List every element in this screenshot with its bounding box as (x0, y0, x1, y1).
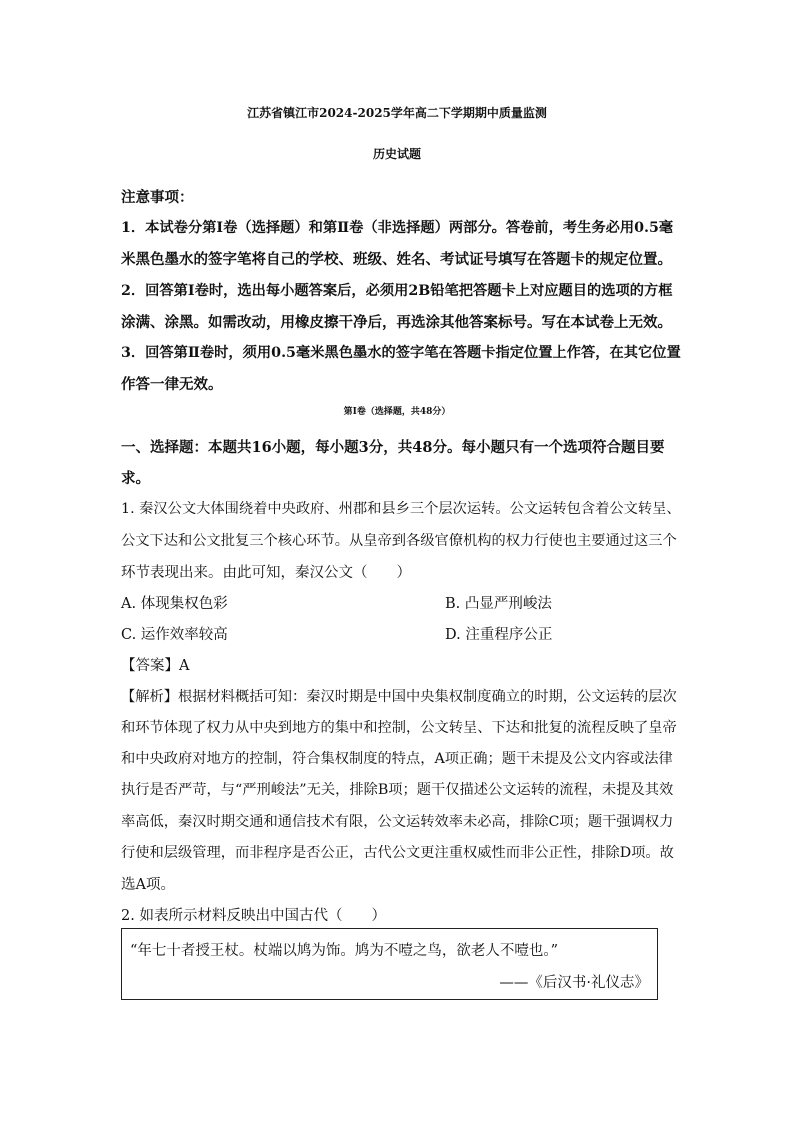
section-1-heading: 第Ⅰ卷（选择题，共48分） (343, 407, 451, 417)
question-1-analysis-line-4: 执行是否严苛，与“严刑峻法”无关，排除B项；题干仅描述公文运转的流程，未提及其效 (121, 782, 674, 798)
exam-title: 江苏省镇江市2024-2025学年高二下学期期中质量监测 (247, 106, 547, 120)
question-1-analysis-line-7: 选A项。 (121, 877, 175, 893)
notice-item-1-line-2: 米黑色墨水的签字笔将自己的学校、班级、姓名、考试证号填写在答题卡的规定位置。 (121, 251, 672, 268)
notice-heading: 注意事项： (121, 189, 194, 206)
question-2-quote-source: ——《后汉书·礼仪志》 (499, 975, 649, 991)
notice-item-2-line-2: 涂满、涂黑。如需改动，用橡皮擦干净后，再选涂其他答案标号。写在本试卷上无效。 (121, 314, 672, 331)
notice-item-3-line-1: 3．回答第Ⅱ卷时，须用0.5毫米黑色墨水的签字笔在答题卡指定位置上作答，在其它位置 (121, 345, 681, 361)
question-2-quote-box (121, 928, 658, 1000)
question-1-option-a: A. 体现集权色彩 (121, 596, 228, 612)
question-1-stem-line-2: 公文下达和公文批复三个核心环节。从皇帝到各级官僚机构的权力行使也主要通过这三个 (121, 533, 677, 549)
section-1-instructions-line-1: 一、选择题：本题共16小题，每小题3分，共48分。每小题只有一个选项符合题目要 (121, 439, 665, 456)
question-1-analysis-line-6: 行使和层级管理，而非程序是否公正，古代公文更注重权威性而非公正性，排除D项。故 (121, 845, 674, 861)
exam-subject-title: 历史试题 (372, 147, 421, 161)
question-1-stem-line-3: 环节表现出来。由此可知，秦汉公文（ ） (121, 565, 411, 581)
notice-item-1-line-1: 1．本试卷分第Ⅰ卷（选择题）和第Ⅱ卷（非选择题）两部分。答卷前，考生务必用0.5毫 (121, 220, 674, 236)
question-1-option-c: C. 运作效率较高 (121, 627, 228, 643)
question-2-stem: 2. 如表所示材料反映出中国古代（ ） (121, 908, 386, 924)
notice-item-2-line-1: 2．回答第Ⅰ卷时，选出每小题答案后，必须用2B铅笔把答题卡上对应题目的选项的方框 (121, 283, 673, 299)
question-1-analysis-line-3: 和中央政府对地方的控制，符合集权制度的特点，A项正确；题干未提及公文内容或法律 (121, 751, 673, 767)
question-1-option-d: D. 注重程序公正 (445, 627, 553, 643)
question-1-analysis-line-5: 率高低，秦汉时期交通和通信技术有限，公文运转效率未必高，排除C项；题干强调权力 (121, 814, 674, 830)
question-1-stem-line-1: 1. 秦汉公文大体围绕着中央政府、州郡和县乡三个层次运转。公文运转包含着公文转呈、 (121, 501, 681, 517)
question-1-option-b: B. 凸显严刑峻法 (445, 596, 552, 612)
question-1-answer: 【答案】A (121, 658, 190, 674)
notice-item-3-line-2: 作答一律无效。 (121, 376, 223, 393)
question-2-quote: “年七十者授王杖。杖端以鸠为饰。鸠为不噎之鸟，欲老人不噎也。” (130, 943, 559, 959)
question-1-analysis-line-1: 【解析】根据材料概括可知：秦汉时期是中国中央集权制度确立的时期，公文运转的层次 (121, 689, 677, 705)
question-1-analysis-line-2: 和环节体现了权力从中央到地方的集中和控制，公文转呈、下达和批复的流程反映了皇帝 (121, 720, 677, 736)
section-1-instructions-line-2: 求。 (121, 470, 150, 487)
